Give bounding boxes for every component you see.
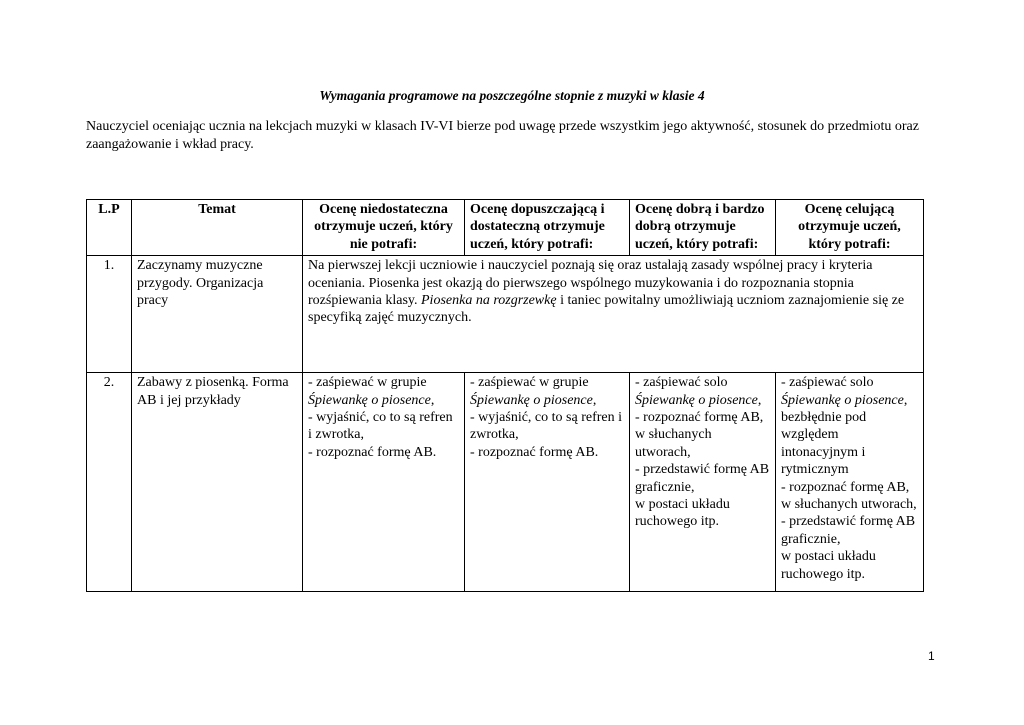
header-dobra: Ocenę dobrą i bardzo dobrą otrzymuje uczeń, który potrafi: — [630, 200, 776, 256]
row2-dob-line4: - przedstawić formę AB graficznie, — [635, 462, 770, 495]
table-row — [87, 373, 924, 592]
row2-dop-line1: - zaśpiewać w grupie — [470, 375, 589, 391]
row1-desc-song-title: Piosenka na rozgrzewkę — [421, 293, 557, 309]
row2-cel-line1: - zaśpiewać solo — [781, 375, 874, 391]
row2-topic: Zabawy z piosenką. Forma AB i jej przykłady — [132, 373, 303, 592]
row2-nied-line3: - wyjaśnić, co to są refren i zwrotka, — [308, 410, 453, 443]
row1-desc-before: Na pierwszej lekcji uczniowie i nauczyciel poznają się oraz ustalają zasady wspólnej pracy i kryteria oceniania. Piosenka jest okazją do pierwszego wspólnego muzykowania i do rozpoznania stopnia rozśpiewania klasy. — [308, 258, 873, 309]
row1-topic: Zaczynamy muzyczne przygody. Organizacja pracy — [132, 256, 303, 373]
header-dopuszczajaca: Ocenę dopuszczającą i dostateczną otrzymuje uczeń, który potrafi: — [465, 200, 630, 256]
row2-cel-comma: , — [903, 392, 908, 408]
document-title: Wymagania programowe na poszczególne stopnie z muzyki w klasie 4 — [319, 88, 705, 103]
requirements-table — [86, 199, 924, 592]
row2-dob-line5: w postaci układu ruchowego itp. — [635, 497, 730, 530]
row2-nied-song: Śpiewankę o piosence — [308, 392, 431, 408]
row2-dop-line3: - wyjaśnić, co to są refren i zwrotka, — [470, 410, 622, 443]
row2-cel-line6: w postaci układu ruchowego itp. — [781, 549, 876, 582]
row2-dobra-cell — [630, 373, 776, 592]
header-temat: Temat — [132, 200, 303, 256]
row2-dob-comma: , — [757, 392, 762, 408]
row2-celujaca-cell — [776, 373, 924, 592]
row2-nied-comma: , — [430, 392, 435, 408]
header-niedostateczna: Ocenę niedostateczna otrzymuje uczeń, który nie potrafi: — [303, 200, 465, 256]
row2-nied-line1: - zaśpiewać w grupie — [308, 375, 427, 391]
row2-dop-line4: - rozpoznać formę AB. — [470, 444, 599, 460]
row2-dopuszczajaca-cell — [465, 373, 630, 592]
row1-desc-after: i taniec powitalny umożliwiają uczniom zaznajomienie się ze specyfiką zajęć muzycznych. — [308, 293, 905, 326]
table-row — [87, 256, 924, 373]
row1-number: 1. — [87, 256, 132, 373]
row1-description — [303, 256, 924, 373]
row2-dob-song: Śpiewankę o piosence — [635, 392, 758, 408]
row2-dob-line1: - zaśpiewać solo — [635, 375, 728, 391]
table-header-row — [87, 200, 924, 256]
page-number: 1 — [928, 649, 935, 663]
row2-nied-line4: - rozpoznać formę AB. — [308, 444, 437, 460]
row2-cel-line3: bezbłędnie pod względem intonacyjnym i rytmicznym — [781, 410, 867, 478]
intro-paragraph: Nauczyciel oceniając ucznia na lekcjach muzyki w klasach IV-VI bierze pod uwagę przede wszystkim jego aktywność, stosunek do przedmiotu oraz zaangażowanie i wkład pracy. — [86, 119, 919, 152]
header-lp: L.P — [87, 200, 132, 256]
row2-niedostateczna-cell — [303, 373, 465, 592]
row2-dop-comma: , — [592, 392, 597, 408]
row2-dob-line3: - rozpoznać formę AB, w słuchanych utworach, — [635, 410, 764, 460]
row2-cel-line5: - przedstawić formę AB graficznie, — [781, 514, 916, 547]
row2-dop-song: Śpiewankę o piosence — [470, 392, 593, 408]
row2-cel-song: Śpiewankę o piosence — [781, 392, 904, 408]
row2-cel-line4: - rozpoznać formę AB, w słuchanych utworach, — [781, 479, 917, 513]
header-celujaca: Ocenę celującą otrzymuje uczeń, który potrafi: — [776, 200, 924, 256]
row2-number: 2. — [87, 373, 132, 592]
